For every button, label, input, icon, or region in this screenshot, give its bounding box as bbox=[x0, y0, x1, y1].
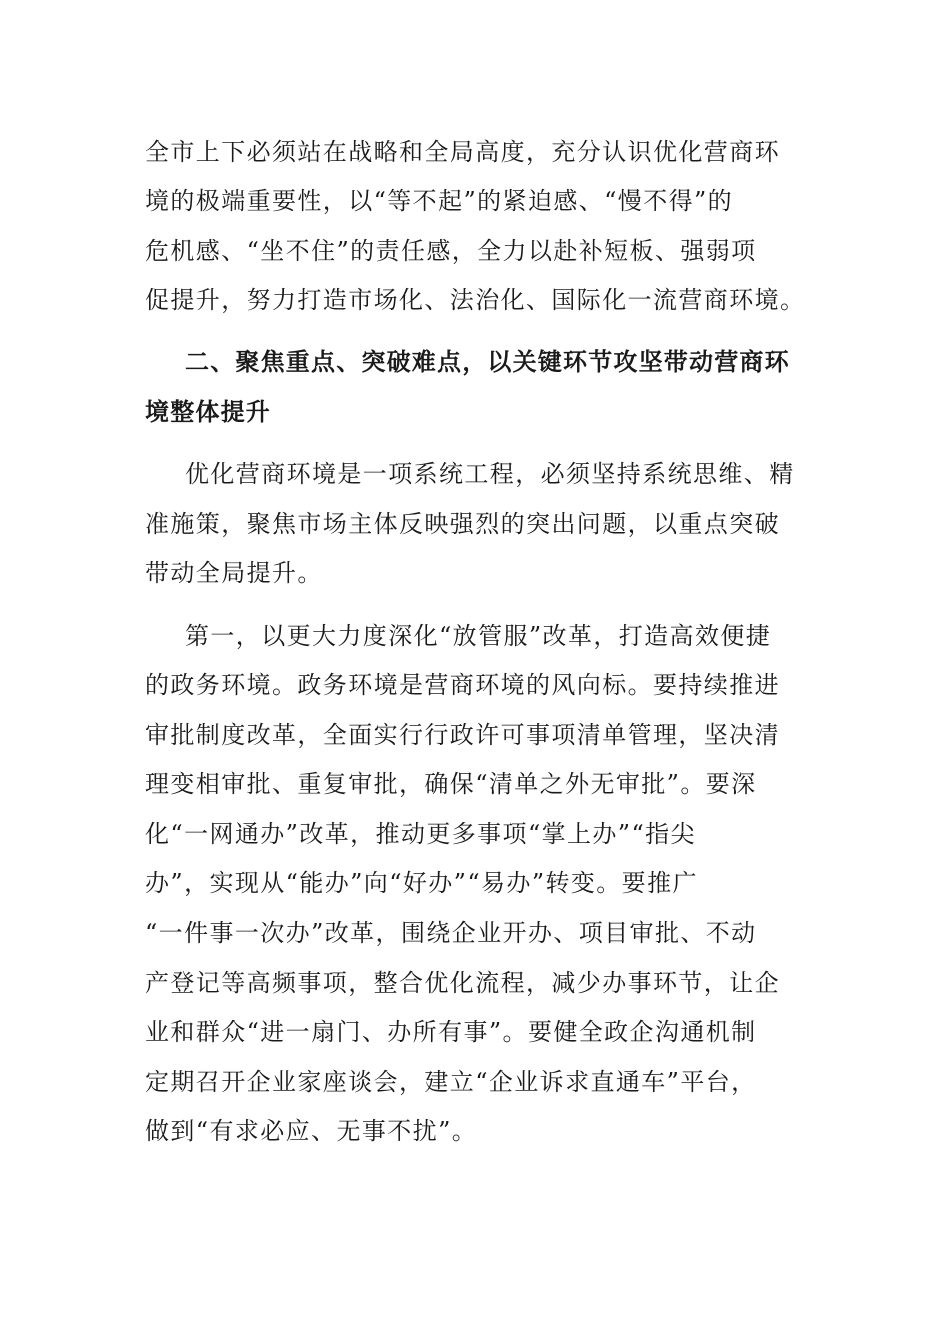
body-text-line: 第一，以更大力度深化“放管服”改革，打造高效便捷 bbox=[185, 622, 772, 650]
body-text-line: 产登记等高频事项，整合优化流程，减少办事环节，让企 bbox=[145, 969, 780, 997]
body-text-line: 带动全局提升。 bbox=[145, 559, 323, 587]
body-text-line: 业和群众“进一扇门、办所有事”。要健全政企沟通机制 bbox=[145, 1018, 757, 1046]
body-text-line: 做到“有求必应、无事不扰”。 bbox=[145, 1117, 478, 1145]
section-heading-line: 二、聚焦重点、突破难点，以关键环节攻坚带动营商环 bbox=[185, 348, 790, 376]
body-text-line: 的政务环境。政务环境是营商环境的风向标。要持续推进 bbox=[145, 671, 780, 699]
body-text-line: 全市上下必须站在战略和全局高度，充分认识优化营商环 bbox=[145, 138, 780, 166]
body-text-line: 促提升，努力打造市场化、法治化、国际化一流营商环境。 bbox=[145, 286, 806, 314]
body-text-line: 定期召开企业家座谈会，建立“企业诉求直通车”平台， bbox=[145, 1068, 757, 1096]
body-text-line: 审批制度改革，全面实行行政许可事项清单管理，坚决清 bbox=[145, 721, 780, 749]
body-text-line: 危机感、“坐不住”的责任感，全力以赴补短板、强弱项 bbox=[145, 237, 757, 265]
body-text-line: 办”，实现从“能办”向“好办”“易办”转变。要推广 bbox=[145, 869, 698, 897]
body-text-line: 化“一网通办”改革，推动更多事项“掌上办”“指尖 bbox=[145, 820, 696, 848]
body-text-line: 准施策，聚焦市场主体反映强烈的突出问题，以重点突破 bbox=[145, 510, 780, 538]
body-text-line: 境的极端重要性，以“等不起”的紧迫感、“慢不得”的 bbox=[145, 187, 734, 215]
body-text-line: 优化营商环境是一项系统工程，必须坚持系统思维、精 bbox=[185, 460, 795, 488]
body-text-line: “一件事一次办”改革，围绕企业开办、项目审批、不动 bbox=[145, 919, 757, 947]
body-text-line: 理变相审批、重复审批，确保“清单之外无审批”。要深 bbox=[145, 770, 757, 798]
section-heading-line: 境整体提升 bbox=[145, 398, 271, 426]
